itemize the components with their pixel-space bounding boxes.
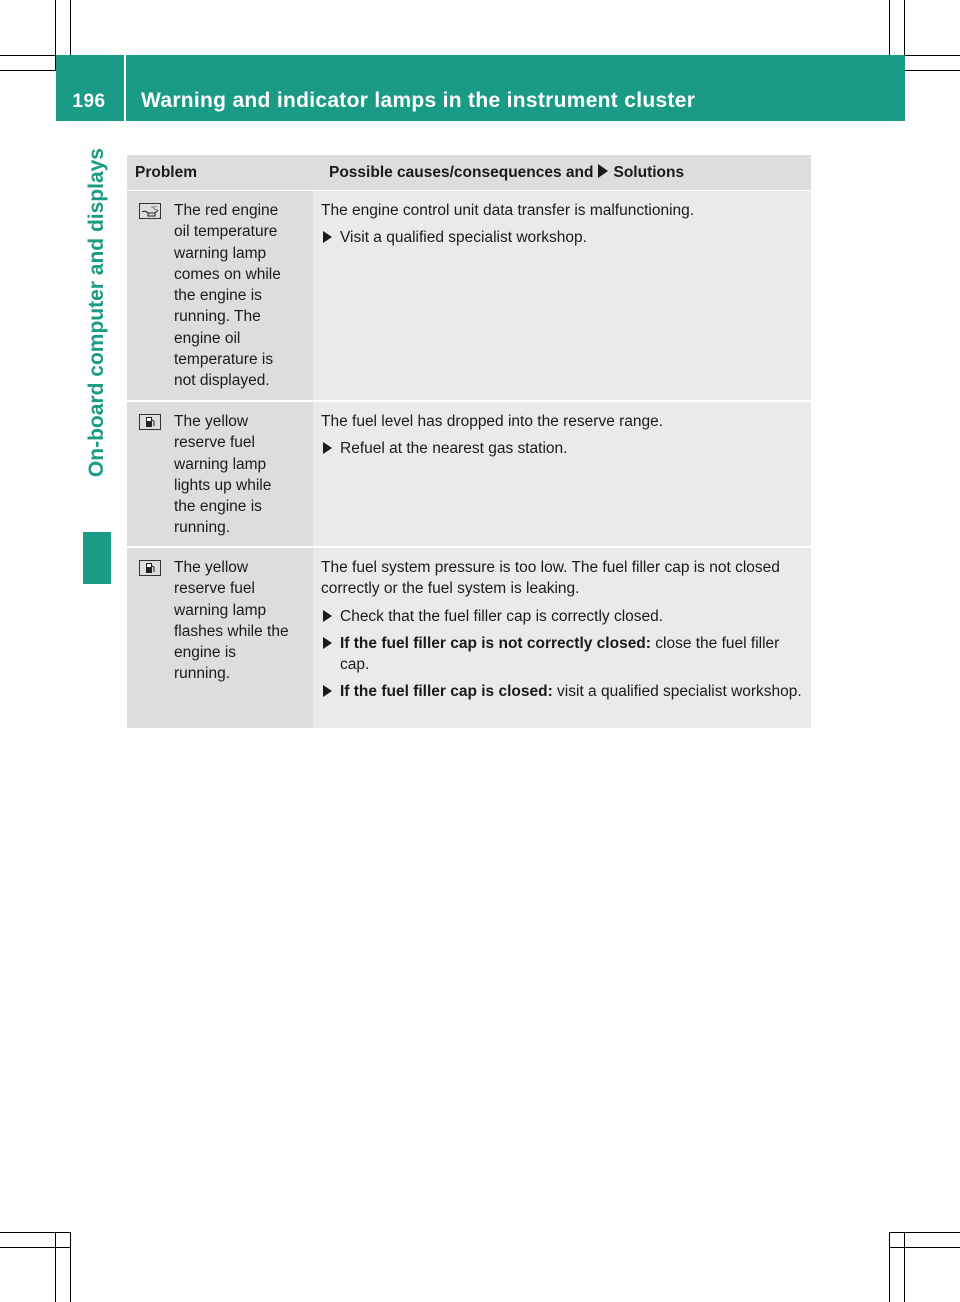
problem-text: The yellow reserve fuel warning lamp flashes while the engine is running. [174,559,289,683]
step-action: visit a qualified specialist workshop. [552,683,802,701]
step-text [340,633,805,676]
chapter-tab-label: On-board computer and displays [85,148,108,478]
arrow-icon [323,685,332,697]
chapter-tab-marker [83,532,111,584]
step-action: close the fuel filler cap. [340,634,780,674]
step-text [340,606,663,627]
arrow-icon [323,442,332,454]
section-title: Warning and indicator lamps in the instrument cluster [141,89,696,112]
solution-step [321,633,805,676]
problem-cell [127,191,313,400]
step-condition: If the fuel filler cap is closed: [340,683,553,701]
solution-cell [313,191,811,400]
arrow-icon [598,164,608,178]
problem-text: The yellow reserve fuel warning lamp lights up while the engine is running. [174,413,272,537]
solution-cell [313,548,811,728]
solution-step [321,227,805,248]
step-action: Visit a qualified specialist workshop. [340,229,587,247]
crop-mark [70,1232,71,1302]
fuel-pump-icon [139,414,161,430]
warning-lamp-table [127,155,811,728]
page-header [56,55,905,121]
cause-text: The fuel level has dropped into the reserve range. [321,413,664,430]
arrow-icon [323,637,332,649]
step-condition: If the fuel filler cap is not correctly closed: [340,634,651,652]
chapter-tab [83,148,111,538]
problem-cell [127,548,313,728]
table-row [127,402,811,548]
step-text [340,227,587,248]
step-action: Check that the fuel filler cap is correctly closed. [340,607,664,625]
crop-mark [0,1232,70,1233]
crop-mark [890,1247,960,1248]
crop-mark [55,1232,56,1302]
step-text [340,438,567,459]
step-action: Refuel at the nearest gas station. [340,440,568,458]
cause-text: The engine control unit data transfer is malfunctioning. [321,202,695,219]
crop-mark [890,1232,960,1233]
arrow-icon [323,231,332,243]
arrow-icon [323,610,332,622]
crop-mark [889,1232,890,1302]
table-header [127,155,811,191]
column-header-solutions [321,155,811,190]
solution-cell [313,402,811,546]
crop-mark [904,1232,905,1302]
column-header-causes-label: Possible causes/consequences and [329,164,594,181]
problem-cell [127,402,313,546]
header-divider [124,55,126,121]
fuel-pump-icon [139,560,161,576]
solution-step [321,681,805,702]
table-row [127,548,811,728]
oil-temperature-icon [139,203,161,219]
column-header-problem: Problem [135,164,198,181]
crop-mark [0,1247,70,1248]
solution-step [321,606,805,627]
svg-text:°C: °C [151,206,157,212]
page-number: 196 [72,91,106,112]
table-row [127,191,811,402]
step-text [340,681,802,702]
column-header-solutions-label: Solutions [613,164,685,181]
cause-text: The fuel system pressure is too low. The fuel filler cap is not closed correctly or the fuel system is leaking. [321,559,780,598]
solution-step [321,438,805,459]
problem-text: The red engine oil temperature warning lamp comes on while the engine is running. The engine oil temperature is not displayed. [174,202,281,390]
